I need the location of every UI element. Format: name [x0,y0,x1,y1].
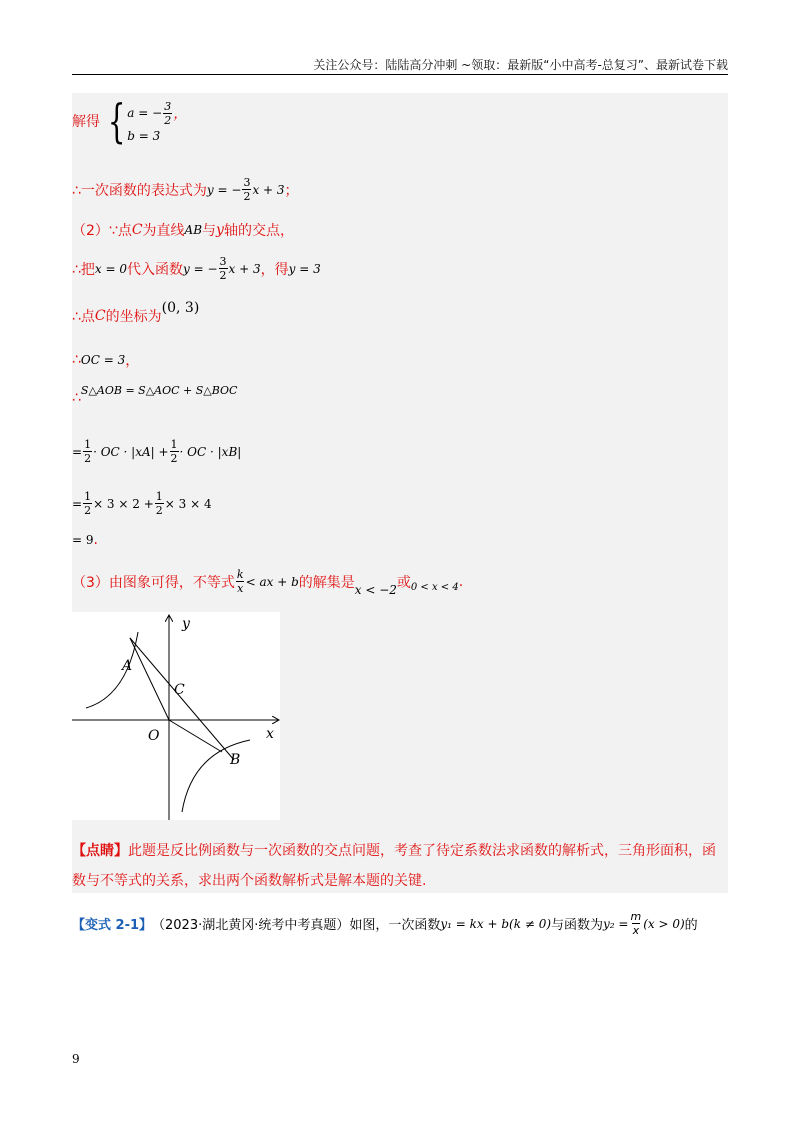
numeric-line: = $\frac{1}{2}$ × 3 × 2 + $\frac{1}{2}$ × 3 × 4 [72,490,212,517]
part3-line: （3）由图象可得，不等式 $\frac{k}{x}$ < ax + b 的解集是 x < −2 或 0 < x < 4 . [72,568,464,597]
label-b: B [230,752,241,768]
half-oc-line: = $\frac{1}{2}$ · OC · |xA| + $\frac{1}{2}$ · OC · |xB| [72,438,242,465]
coordinate-line: ∴点 C 的坐标为 (0, 3) [72,300,200,325]
oc-line: ∴ OC = 3 ， [72,352,140,369]
function-graph [72,612,280,820]
dianjing-note [72,836,728,896]
dianjing-text: 此题是反比例函数与一次函数的交点问题，考查了待定系数法求函数的解析式，三角形面积，函数与不等式的关系，求出两个函数解析式是解本题的关键. [72,843,716,889]
page-header: 关注公众号：陆陆高分冲刺 ~领取：最新版“小中高考-总复习”、最新试卷下载 [313,58,728,72]
variant-mid: 与函数为 [551,918,604,933]
expression-line: ∴一次函数的表达式为 y = − $\frac{3}{2}$ x + 3 ； [72,176,299,203]
label-c: C [174,682,185,698]
dianjing-tag: 【点睛】 [72,843,128,859]
sys-b: b = 3 [127,128,161,143]
part2-line: （2）∵点 C 为直线 AB 与 y 轴的交点， [72,222,294,239]
variant-tag: 【变式 2-1】 [72,918,153,933]
sys-a-fraction: $\frac{3}{2}$ [164,99,172,127]
line-ab [130,638,234,760]
hyperbola-right [182,740,250,812]
page-number: 9 [72,1052,80,1066]
segment-ao [130,638,169,720]
label-o: O [148,728,160,744]
solution-system-row [72,94,188,148]
substitute-line: ∴把 x = 0 代入函数 y = − $\frac{3}{2}$ x + 3 ，得 y = 3 [72,255,321,282]
variant-expr1: y₁ = kx + b(k ≠ 0) [440,916,552,931]
graph-svg [72,612,280,820]
area-line: ∴ S△AOB = S△AOC + S△BOC [72,383,238,406]
sys-a-lhs: a = − [127,106,163,120]
variant-source: （2023·湖北黄冈·统考中考真题）如图，一次函数 [152,918,441,933]
label-a: A [122,658,133,674]
jiede-label: 解得 [72,114,100,130]
variant-question: 【变式 2-1】 （2023·湖北黄冈·统考中考真题）如图，一次函数 y₁ = kx + b(k ≠ 0) 与函数为 y₂ = $\frac{m}{x}$ (x > 0) 的 [72,910,698,937]
result-line: = 9 . [72,532,98,548]
header-rule [72,74,728,75]
equation-system: { a = − $\frac{3}{2}$ ， b = 3 [107,94,188,148]
label-y: y [182,616,190,632]
expr-fraction: $\frac{3}{2}$ [243,176,251,203]
system-brace: { [107,94,126,148]
label-x: x [266,726,274,742]
